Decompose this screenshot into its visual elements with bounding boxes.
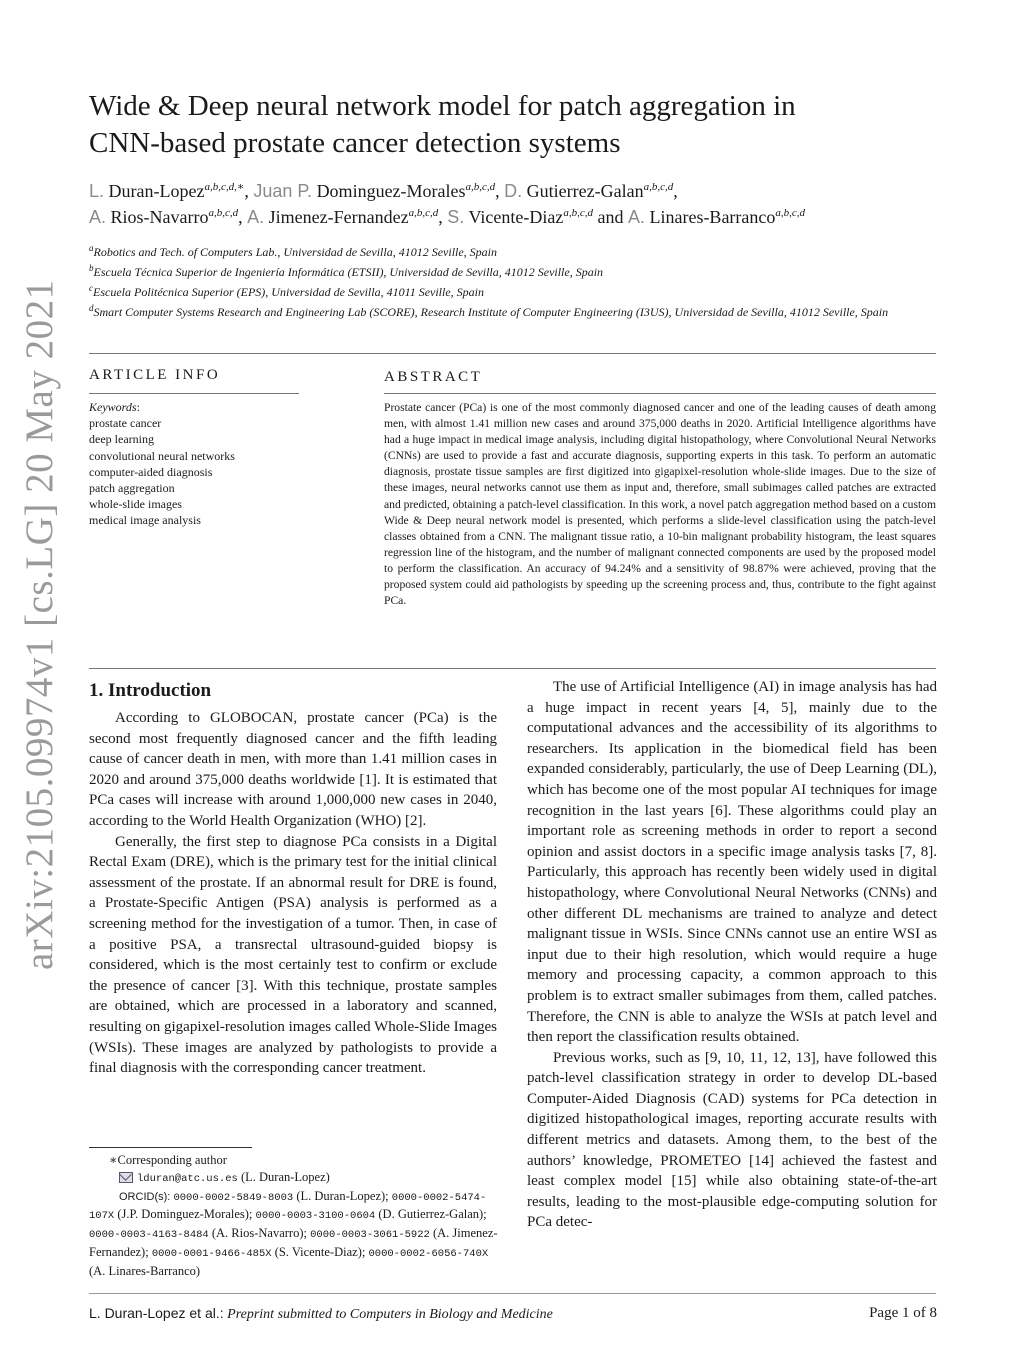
footer-divider	[89, 1293, 936, 1294]
orcid-id[interactable]: 0000-0003-3100-0604	[255, 1210, 376, 1223]
paragraph: According to GLOBOCAN, prostate cancer (PCa) is the second most frequently diagnosed cancer and the fifth leading cause of cancer death in men, with more than 1.41 million cases in 2020 and around 375,000 deaths worldwide [1]. It is estimated that PCa cases will increase with around 1,000,000 new cases in 2040, according to the World Health Organization (WHO) [2].	[89, 710, 497, 829]
keywords-block: Keywords: prostate cancer deep learning convolutional neural networks computer-aided diagnosis patch aggregation whole-slide images medical image analysis	[89, 399, 299, 529]
author: A. Rios-Navarro$^{a,b,c,d}$,	[89, 207, 243, 227]
author-list	[89, 178, 949, 230]
paragraph: Previous works, such as [9, 10, 11, 12, 13], have followed this patch-level classification strategy in order to develop DL-based Computer-Aided Diagnosis (CAD) systems for PCa detection in digitized histopathological images, reporting accurate results with different metrics and datasets. Among them, to the best of the authors’ knowledge, PROMETEO [14] achieved the fastest and least complex model [15] while also obtaining state-of-the-art results, leading to the most-plausible edge-computing solution for PCa detec-	[527, 1049, 937, 1231]
paragraph: The use of Artificial Intelligence (AI) in image analysis has had a huge impact in recent years [4, 5], mainly due to the computational advances and the accessibility of its algorithms to researchers. Its application in the biomedical field has been expanded considerably, particularly, the use of Deep Learning (DL), which has become one of the most popular AI techniques for image recognition in the last years [6]. These algorithms could play an important role as screening methods in order to report a second opinion and assist doctors in a specific image analysis tasks [7, 8]. Particularly, this approach has recently been widely used in digital histopathology, where Convolutional Neural Networks (CNNs) and other different DL mechanisms are trained to analyze and detect malignant tissue in WSIs. Since CNNs cannot use an entire WSI as input due to their high resolution, which would require a huge memory and processing capacity, a common approach to this problem is to extract smaller subimages from them, called patches. Therefore, the CNN is able to analyze the WSIs at patch level and then report the classification results obtained.	[527, 679, 937, 1046]
email-link[interactable]: lduran@atc.us.es	[137, 1172, 238, 1185]
orcid-label: ORCID(s):	[119, 1190, 171, 1203]
author: Juan P. Dominguez-Morales$^{a,b,c,d}$,	[253, 181, 500, 201]
author: A. Jimenez-Fernandez$^{a,b,c,d}$,	[247, 207, 443, 227]
affiliation: $^c$Escuela Politécnica Superior (EPS), Universidad de Sevilla, 41011 Seville, Spain	[89, 283, 485, 299]
affiliation: $^a$Robotics and Tech. of Computers Lab., Universidad de Sevilla, 41012 Seville, Spain	[89, 243, 498, 259]
author: S. Vicente-Diaz$^{a,b,c,d}$ and	[447, 207, 624, 227]
arxiv-side-stamp: arXiv:2105.09974v1 [cs.LG] 20 May 2021	[18, 279, 61, 970]
author: A. Linares-Barranco$^{a,b,c,d}$	[627, 207, 806, 227]
keyword: convolutional neural networks	[89, 448, 235, 463]
header-divider	[89, 353, 936, 354]
keyword: patch aggregation	[89, 481, 175, 496]
orcid-list: ORCID(s): 0000-0002-5849-8003 (L. Duran-Lopez); 0000-0002-5474-107X (J.P. Dominguez-Morales); 0000-0003-3100-0604 (D. Gutierrez-Galan); 0000-0003-4163-8484 (A. Rios-Navarro); 0000-0003-3061-5922 (A. Jimenez-Fernandez); 0000-0001-9466-485X (S. Vicente-Diaz); 0000-0002-6056-740X (A. Linares-Barranco)	[89, 1188, 498, 1278]
abstract-body: Prostate cancer (PCa) is one of the most commonly diagnosed cancer and one of the leading causes of death among men, with almost 1.41 million new cases and around 375,000 deaths in 2020. Artificial Intelligence algorithms have had a huge impact in medical image analysis, including digital histopathology, where Convolutional Neural Networks (CNNs) are used to provide a fast and accurate diagnosis, supporting experts in this task. To perform an automatic diagnosis, prostate tissue samples are first digitized into gigapixel-resolution whole-slide images. Due to the size of these images, neural networks cannot use them as input and, therefore, small subimages called patches are extracted and predicted, obtaining a patch-level classification. In this work, a novel patch aggregation method based on a custom Wide & Deep neural network model is presented, which performs a slide-level classification using the patch-level classes obtained from a CNN. The malignant tissue ratio, a 10-bin malignant probability histogram, the least squares regression line of the histogram, and the number of malignant connected components are used by the proposed model to perform the classification. An accuracy of 94.24% and a sensitivity of 98.87% were achieved, proving that the proposed system could aid pathologists by speeding up the screening process and, thus, contribute to the fight against PCa.	[384, 401, 936, 608]
abstract-heading: ABSTRACT	[384, 369, 483, 385]
affiliation: $^d$Smart Computer Systems Research and Engineering Lab (SCORE), Research Institute of Computer Engineering (I3US), Universidad de Sevilla, 41012 Seville, Spain	[89, 303, 889, 319]
footnote-corresponding: ∗Corresponding author	[109, 1153, 227, 1167]
title-line-2: CNN-based prostate cancer detection systems	[89, 127, 621, 159]
page-number: Page 1 of 8	[869, 1305, 937, 1321]
keyword: medical image analysis	[89, 513, 201, 528]
article-info-divider	[89, 393, 299, 394]
footer-venue: Preprint submitted to Computers in Biology and Medicine	[227, 1307, 553, 1322]
affiliation: $^b$Escuela Técnica Superior de Ingeniería Informática (ETSII), Universidad de Sevilla, 41012 Seville, Spain	[89, 263, 604, 279]
section-heading-introduction: 1. Introduction	[89, 680, 212, 701]
left-column-text	[89, 708, 497, 1079]
keyword: computer-aided diagnosis	[89, 464, 213, 479]
keyword: whole-slide images	[89, 497, 182, 512]
paragraph: Generally, the first step to diagnose PCa consists in a Digital Rectal Exam (DRE), which is the primary test for the initial clinical assessment of the prostate. If an abnormal result for DRE is found, a Prostate-Specific Antigen (PSA) analysis is performed as a screening method for the investigation of a tumor. Then, in case of a positive PSA, a transrectal ultrasound-guided biopsy is considered, which is the most certainly test to confirm or exclude the presence of cancer [3]. With this technique, prostate samples are obtained, which are processed in a laboratory and scanned, resulting on gigapixel-resolution images called Whole-Slide Images (WSIs). These images are analyzed by pathologists to provide a final diagnosis with the corresponding cancer treatment.	[89, 833, 497, 1077]
title-line-1: Wide & Deep neural network model for patch aggregation in	[89, 90, 796, 122]
envelope-icon	[119, 1172, 133, 1183]
keyword: deep learning	[89, 432, 154, 447]
orcid-id[interactable]: 0000-0002-6056-740X	[368, 1247, 489, 1260]
footnote-email-line: lduran@atc.us.es (L. Duran-Lopez)	[89, 1169, 499, 1188]
abstract-bottom-divider	[89, 668, 936, 669]
footer-left	[89, 1303, 553, 1325]
footnotes	[89, 1152, 499, 1280]
footnote-divider	[89, 1147, 252, 1148]
affiliation-list	[89, 244, 939, 324]
author: L. Duran-Lopez$^{a,b,c,d,∗}$,	[89, 181, 249, 201]
orcid-id[interactable]: 0000-0002-5474-107X	[89, 1191, 487, 1223]
abstract-divider	[384, 393, 936, 394]
orcid-id[interactable]: 0000-0001-9466-485X	[151, 1247, 272, 1260]
right-column-text	[527, 677, 937, 1233]
keywords-label: Keywords	[89, 400, 137, 414]
orcid-id[interactable]: 0000-0003-4163-8484	[89, 1229, 209, 1242]
article-info-heading: ARTICLE INFO	[89, 367, 221, 383]
orcid-id[interactable]: 0000-0002-5849-8003	[173, 1191, 294, 1204]
keyword: prostate cancer	[89, 416, 162, 431]
orcid-id[interactable]: 0000-0003-3061-5922	[310, 1229, 430, 1242]
paper-title	[89, 88, 939, 162]
footer-author: L. Duran-Lopez et al.:	[89, 1305, 224, 1321]
author: D. Gutierrez-Galan$^{a,b,c,d}$,	[504, 181, 678, 201]
